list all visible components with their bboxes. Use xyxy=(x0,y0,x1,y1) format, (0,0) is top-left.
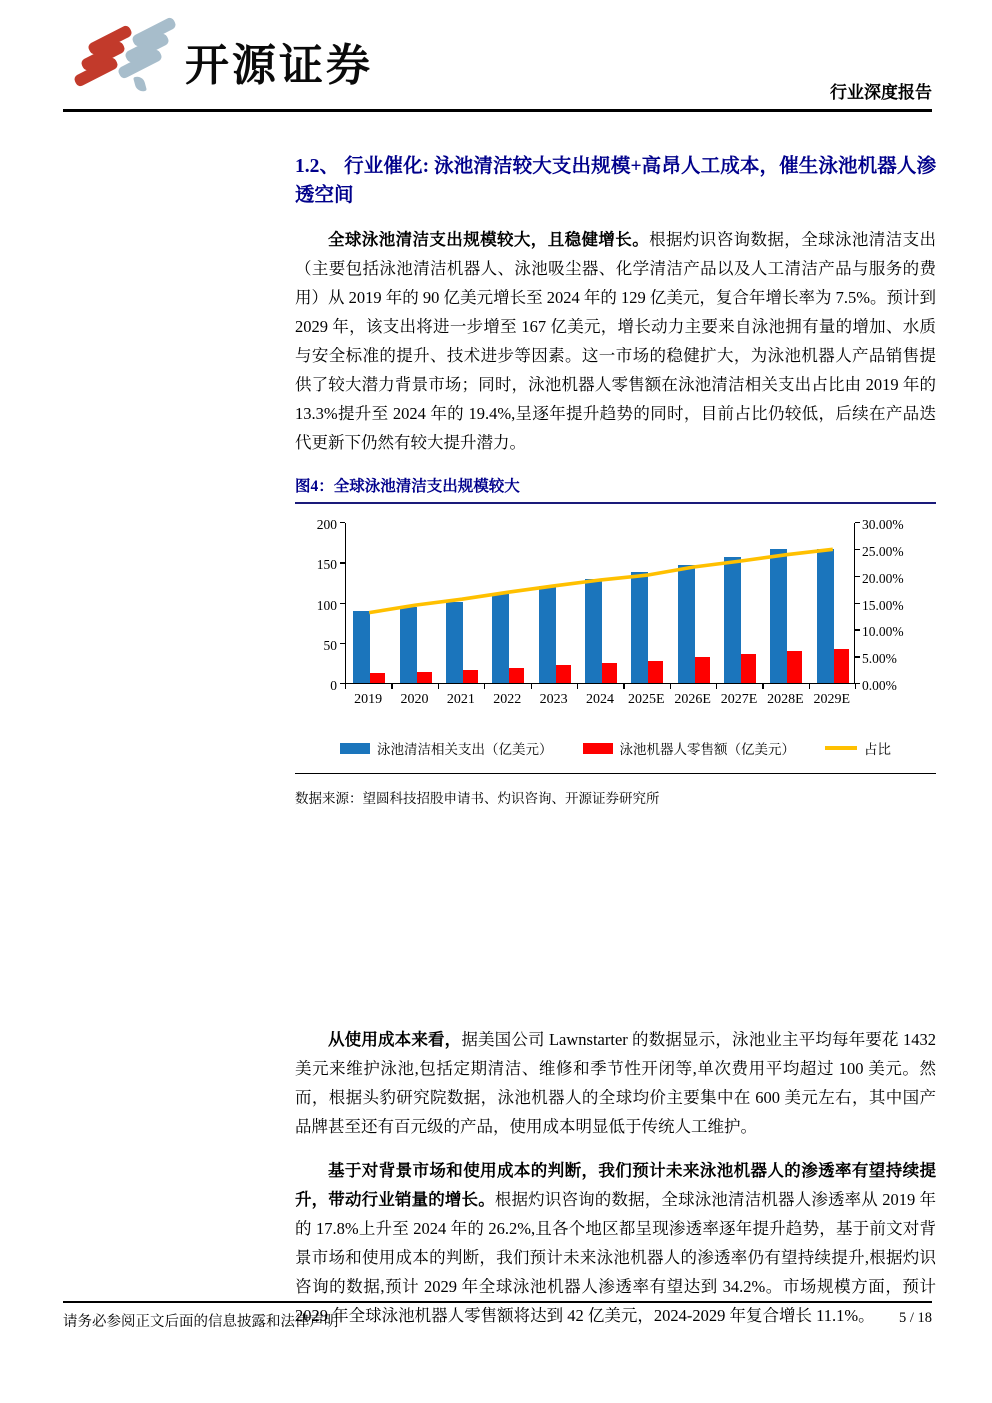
expenditure-bar xyxy=(770,549,787,683)
bar-group-2023 xyxy=(531,586,577,683)
x-tick-mark xyxy=(531,684,532,689)
bar-group-2024 xyxy=(578,579,624,683)
robot-retail-bar xyxy=(463,670,478,683)
paragraph-lead: 基于对背景市场和使用成本的判断，我们预计未来泳池机器人的渗透率有望持续提升，带动行业销量的增长。 xyxy=(295,1161,936,1209)
figure-title: 图4：全球泳池清洁支出规模较大 xyxy=(295,474,936,504)
robot-retail-bar xyxy=(556,665,571,683)
bar-group-2022 xyxy=(485,594,531,683)
robot-retail-bar xyxy=(602,663,617,683)
expenditure-bar xyxy=(539,586,556,683)
left-tick-label: 50 xyxy=(323,637,337,653)
report-type-label: 行业深度报告 xyxy=(830,83,932,102)
bar-group-2029E xyxy=(810,549,856,683)
figure-bottom-rule xyxy=(295,773,936,774)
x-tick-mark xyxy=(809,684,810,689)
company-name: 开源证券 xyxy=(185,41,373,90)
x-tick-mark xyxy=(391,684,392,689)
page-header xyxy=(63,0,932,112)
right-tick-label: 20.00% xyxy=(862,570,904,586)
plot-area xyxy=(345,523,855,684)
paragraph-text: 根据灼识咨询数据，全球泳池清洁支出（主要包括泳池清洁机器人、泳池吸尘器、化学清洁产品以及人工清洁产品与服务的费用）从 2019 年的 90 亿美元增长至 2024 年的 129 亿美元，复合年增长率为 7.5%。预计到 2029 年，该支出将进一步增至 167 亿美元，增长动力主要来自泳池拥有量的增加、水质与安全标准的提升、技术进步等因素。这一市场的稳健扩大，为泳池机器人产品销售提供了较大潜力背景市场；同时，泳池机器人零售额在泳池清洁相关支出占比由 2019 年的 13.3%提升至 2024 年的 19.4%,呈逐年提升趋势的同时，目前占比仍较低，后续在产品迭代更新下仍然有较大提升潜力。 xyxy=(295,230,937,452)
legend-bar-swatch xyxy=(340,743,370,754)
robot-retail-bar xyxy=(695,657,710,683)
x-axis-label: 2022 xyxy=(493,692,522,707)
left-tick-mark xyxy=(340,562,345,563)
robot-retail-bar xyxy=(509,668,524,683)
x-axis-label: 2021 xyxy=(446,692,475,707)
right-tick-mark xyxy=(855,549,860,550)
right-tick-label: 15.00% xyxy=(862,597,904,613)
figure-4 xyxy=(295,474,936,807)
x-tick-mark xyxy=(484,684,485,689)
expenditure-bar xyxy=(724,557,741,683)
chart-legend xyxy=(295,738,936,758)
bar-group-2021 xyxy=(439,602,485,683)
section-title: 1.2、 行业催化: 泳池清洁较大支出规模+高昂人工成本，催生泳池机器人渗透空间 xyxy=(295,156,936,206)
bar-group-2019 xyxy=(346,611,392,684)
paragraph-usage-cost xyxy=(295,1025,936,1141)
x-axis-label: 2023 xyxy=(539,692,568,707)
expenditure-bar xyxy=(817,549,834,683)
expenditure-bar xyxy=(446,602,463,683)
expenditure-bar xyxy=(400,607,417,684)
expenditure-bar xyxy=(492,594,509,683)
main-content xyxy=(295,152,936,1330)
expenditure-bar xyxy=(631,572,648,683)
page-footer xyxy=(63,1301,932,1331)
robot-retail-bar xyxy=(648,661,663,684)
left-tick-label: 100 xyxy=(316,597,337,613)
x-axis-label: 2027E xyxy=(720,692,758,707)
legend-label: 占比 xyxy=(864,742,891,757)
left-axis-labels xyxy=(295,517,337,693)
page-number: 5 / 18 xyxy=(898,1310,932,1326)
expenditure-bar xyxy=(353,611,370,684)
robot-retail-bar xyxy=(417,672,432,683)
x-tick-mark xyxy=(623,684,624,689)
company-logo xyxy=(75,24,373,98)
legend-label: 泳池机器人零售额（亿美元） xyxy=(619,742,795,757)
left-tick-label: 0 xyxy=(330,678,337,693)
bar-group-2026E xyxy=(671,565,717,683)
x-axis-label: 2028E xyxy=(767,692,804,707)
x-tick-mark xyxy=(716,684,717,689)
right-tick-label: 10.00% xyxy=(862,624,904,640)
x-axis-label: 2019 xyxy=(354,692,383,707)
bar-group-2025E xyxy=(624,572,670,683)
paragraph-lead: 从使用成本来看， xyxy=(328,1030,462,1049)
x-tick-mark xyxy=(577,684,578,689)
right-tick-mark xyxy=(855,629,860,630)
paragraph-text: 根据灼识咨询的数据，全球泳池清洁机器人渗透率从 2019 年的 17.8%上升至 2024 年的 26.2%,且各个地区都呈现渗透率逐年提升趋势，基于前文对背景市场和使用成本的判断，我们预计未来泳池机器人的渗透率仍有望持续提升,根据灼识咨询的数据,预计 2029 年全球泳池机器人渗透率有望达到 34.2%。市场规模方面，预计 2029 年全球泳池机器人零售额将达到 42 亿美元，2024-2029 年复合增长 11.1%。 xyxy=(295,1190,937,1325)
x-axis-label: 2024 xyxy=(585,692,614,707)
legend-item xyxy=(583,738,796,758)
x-tick-mark xyxy=(438,684,439,689)
robot-retail-bar xyxy=(741,654,756,683)
x-tick-mark xyxy=(855,684,856,689)
paragraph-market-size xyxy=(295,225,936,457)
right-tick-mark xyxy=(855,656,860,657)
legend-bar-swatch xyxy=(583,743,613,754)
logo-stripes-icon xyxy=(75,24,179,98)
robot-retail-bar xyxy=(834,649,849,683)
x-tick-mark xyxy=(762,684,763,689)
data-source: 数据来源：望圆科技招股申请书、灼识咨询、开源证券研究所 xyxy=(295,791,660,806)
right-tick-label: 0.00% xyxy=(862,678,897,693)
right-tick-label: 5.00% xyxy=(862,651,897,667)
legend-item xyxy=(825,738,891,758)
legend-label: 泳池清洁相关支出（亿美元） xyxy=(377,742,553,757)
x-axis-label: 2026E xyxy=(674,692,711,707)
x-axis-label: 2020 xyxy=(400,692,429,707)
x-axis-label: 2025E xyxy=(628,692,665,707)
paragraph-text: 据美国公司 Lawnstarter 的数据显示，泳池业主平均每年要花 1432 美元来维护泳池,包括定期清洁、维修和季节性开闭等,单次费用平均超过 100 美元。然而，根据头豹研究院数据，泳池机器人的全球均价主要集中在 600 美元左右，其中国产品牌甚至还有百元级的产品，使用成本明显低于传统人工维护。 xyxy=(295,1030,937,1136)
bar-group-2027E xyxy=(717,557,763,683)
left-tick-mark xyxy=(340,643,345,644)
right-axis-labels xyxy=(862,517,936,693)
right-tick-mark xyxy=(855,603,860,604)
bar-group-2028E xyxy=(763,549,809,683)
x-tick-mark xyxy=(345,684,346,689)
right-tick-label: 30.00% xyxy=(862,517,904,532)
left-tick-label: 150 xyxy=(316,557,337,573)
right-tick-label: 25.00% xyxy=(862,543,904,559)
x-axis-labels xyxy=(345,692,855,708)
chart xyxy=(295,517,936,718)
left-tick-mark xyxy=(340,522,345,523)
right-tick-mark xyxy=(855,576,860,577)
blank-space xyxy=(295,807,936,1010)
legend-item xyxy=(340,738,553,758)
footer-disclaimer: 请务必参阅正文后面的信息披露和法律声明 xyxy=(63,1314,339,1330)
expenditure-bar xyxy=(678,565,695,683)
robot-retail-bar xyxy=(370,673,385,683)
left-tick-mark xyxy=(340,603,345,604)
left-tick-label: 200 xyxy=(316,517,337,532)
expenditure-bar xyxy=(585,579,602,683)
bar-group-2020 xyxy=(392,607,438,684)
legend-line-swatch xyxy=(825,746,857,750)
robot-retail-bar xyxy=(787,651,802,683)
right-tick-mark xyxy=(855,522,860,523)
x-tick-mark xyxy=(670,684,671,689)
paragraph-lead: 全球泳池清洁支出规模较大，且稳健增长。 xyxy=(328,230,650,249)
x-axis-label: 2029E xyxy=(813,692,851,707)
